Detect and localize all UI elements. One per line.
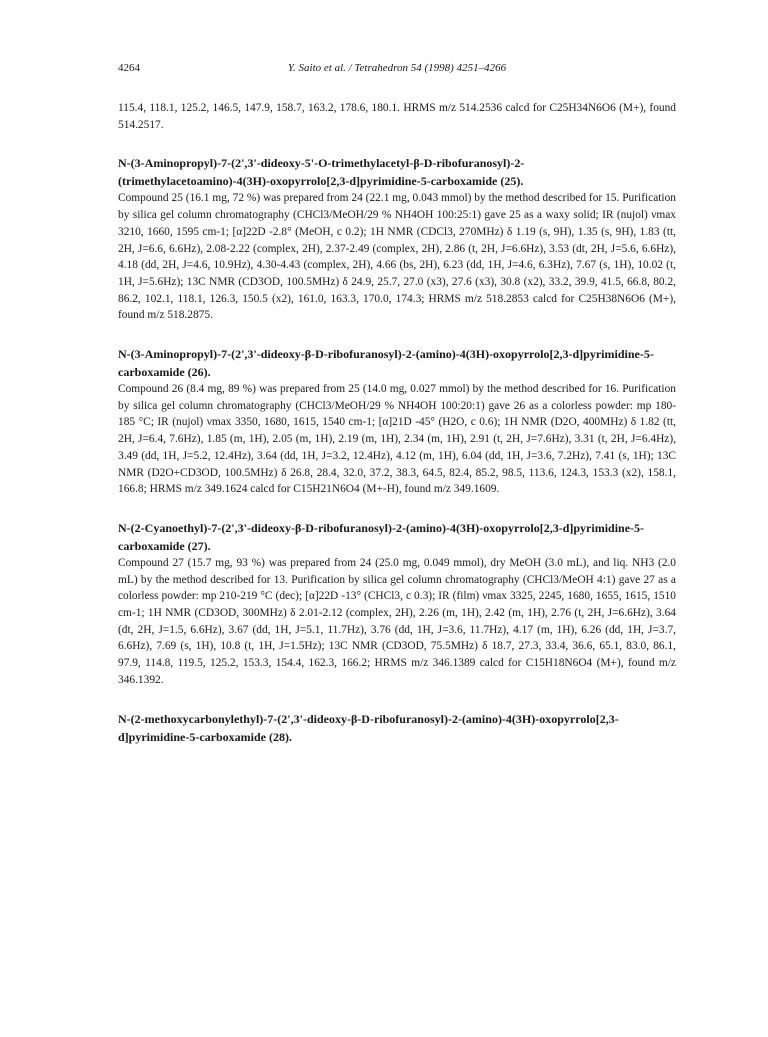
continued-paragraph: 115.4, 118.1, 125.2, 146.5, 147.9, 158.7, 163.2, 178.6, 180.1. HRMS m/z 514.2536 calcd for C25H34N6O6 (M+), found 514.2517.: [118, 102, 676, 131]
page-header: [118, 62, 676, 78]
compound-25-paragraph: Compound 25 (16.1 mg, 72 %) was prepared from 24 (22.1 mg, 0.043 mmol) by the method described for 15. Purification by silica gel column chromatography (CHCl3/MeOH/29 % NH4OH 100:25:1) gave 25 as a waxy solid; IR (nujol) νmax 3210, 1660, 1595 cm-1; [α]22D -2.8° (MeOH, c 0.2); 1H NMR (CDCl3, 270MHz) δ 1.19 (s, 9H), 1.35 (s, 9H), 1.83 (tt, 2H, J=6.6, 6.6Hz), 2.08-2.22 (complex, 2H), 2.37-2.49 (complex, 2H), 2.86 (t, 2H, J=6.6Hz), 3.53 (dt, 2H, J=5.6, 6.6Hz), 4.18 (dd, 2H, J=4.6, 10.9Hz), 4.30-4.43 (complex, 2H), 4.66 (bs, 2H), 6.23 (dd, 1H, J=4.6, 6.3Hz), 7.67 (s, 1H), 10.02 (t, 1H, J=5.6Hz); 13C NMR (CD3OD, 100.5MHz) δ 24.9, 25.7, 27.0 (x3), 27.6 (x3), 30.8 (x2), 33.2, 39.9, 41.5, 66.8, 80.2, 86.2, 102.1, 118.1, 126.3, 150.5 (x2), 161.0, 163.3, 170.0, 174.3; HRMS m/z 518.2853 calcd for C25H38N6O6 (M+), found m/z 518.2875.: [118, 192, 676, 322]
running-title: Y. Saito et al. / Tetrahedron 54 (1998) 4251–4266: [287, 62, 507, 74]
compound-28-heading: N-(2-methoxycarbonylethyl)-7-(2',3'-dideoxy-β-D-ribofuranosyl)-2-(amino)-4(3H)-oxopyrrolo[2,3-d]pyrimidine-5-carboxamide (28).: [118, 711, 619, 744]
page-number: 4264: [118, 62, 140, 74]
compound-25-heading: N-(3-Aminopropyl)-7-(2',3'-dideoxy-5'-O-trimethylacetyl-β-D-ribofuranosyl)-2-(trimethylacetoamino)-4(3H)-oxopyrrolo[2,3-d]pyrimidine-5-carboxamide (25).: [118, 156, 525, 189]
compound-26-heading: N-(3-Aminopropyl)-7-(2',3'-dideoxy-β-D-ribofuranosyl)-2-(amino)-4(3H)-oxopyrrolo[2,3-d]pyrimidine-5-carboxamide (26).: [118, 347, 654, 380]
compound-27-heading: N-(2-Cyanoethyl)-7-(2',3'-dideoxy-β-D-ribofuranosyl)-2-(amino)-4(3H)-oxopyrrolo[2,3-d]pyrimidine-5-carboxamide (27).: [118, 520, 645, 553]
compound-27-paragraph: Compound 27 (15.7 mg, 93 %) was prepared from 24 (25.0 mg, 0.049 mmol), dry MeOH (3.0 mL), and liq. NH3 (2.0 mL) by the method described for 13. Purification by silica gel column chromatography (CHCl3/MeOH 4:1) gave 27 as a colorless powder: mp 210-219 °C (dec); [α]22D -13° (CHCl3, c 0.3); IR (film) νmax 3325, 2245, 1680, 1655, 1615, 1510 cm-1; 1H NMR (CD3OD, 300MHz) δ 2.01-2.12 (complex, 2H), 2.26 (m, 1H), 2.42 (m, 1H), 2.76 (t, 2H, J=6.6Hz), 3.64 (dt, 2H, J=1.5, 6.6Hz), 3.67 (dd, 1H, J=5.1, 11.7Hz), 3.76 (dd, 1H, J=3.6, 11.7Hz), 4.17 (m, 1H), 6.26 (dd, 1H, J=3.7, 6.6Hz), 7.69 (s, 1H), 10.8 (t, 1H, J=1.5Hz); 13C NMR (CD3OD, 75.5MHz) δ 18.7, 27.3, 33.4, 36.6, 65.1, 83.0, 86.1, 97.9, 114.8, 119.5, 125.2, 153.3, 154.4, 162.3, 166.2; HRMS m/z 346.1389 calcd for C15H18N6O4 (M+), found m/z 346.1392.: [118, 556, 676, 686]
compound-26-paragraph: Compound 26 (8.4 mg, 89 %) was prepared from 25 (14.0 mg, 0.027 mmol) by the method described for 16. Purification by silica gel column chromatography (CHCl3/MeOH/29 % NH4OH 100:20:1) gave 26 as a colorless powder: mp 180-185 °C; IR (nujol) νmax 3350, 1680, 1615, 1540 cm-1; [α]21D -45° (H2O, c 0.6); 1H NMR (D2O, 400MHz) δ 1.82 (tt, 2H, J=6.4, 7.6Hz), 1.85 (m, 1H), 2.05 (m, 1H), 2.19 (m, 1H), 2.34 (m, 1H), 2.91 (t, 2H, J=7.6Hz), 3.31 (t, 2H, J=6.4Hz), 3.49 (dd, 1H, J=5.2, 12.4Hz), 3.64 (dd, 1H, J=3.2, 12.4Hz), 4.12 (m, 1H), 6.04 (dd, 1H, J=3.6, 7.2Hz), 7.41 (s, 1H); 13C NMR (D2O+CD3OD, 100.5MHz) δ 26.8, 28.4, 32.0, 37.2, 38.3, 64.5, 82.4, 85.2, 98.5, 113.6, 124.3, 153.3 (x2), 158.1, 166.8; HRMS m/z 349.1624 calcd for C15H21N6O4 (M+-H), found m/z 349.1609.: [118, 383, 676, 496]
page-body: [118, 100, 676, 746]
